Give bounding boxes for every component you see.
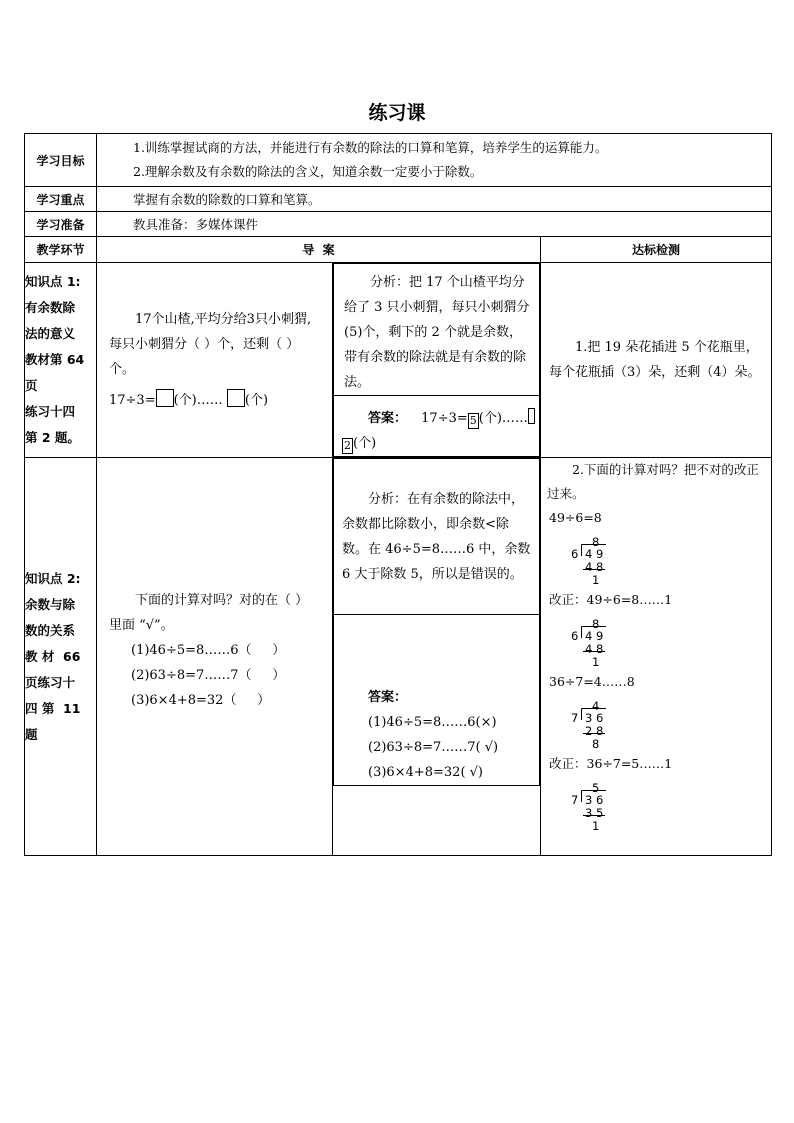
prep-label: 学习准备 — [25, 212, 97, 237]
k2-guide-item: (1)46÷5=8……6（ ） — [131, 643, 286, 658]
k1-formula-prefix: 17÷3= — [109, 393, 156, 408]
k2-guide-item: (3)6×4+8=32（ ） — [131, 693, 271, 708]
k1-label-line: 页 — [25, 378, 38, 393]
k2-eq2: 36÷7=4……8 — [549, 674, 635, 689]
goal-cell — [97, 134, 772, 187]
divisor: 6 — [571, 547, 579, 561]
remainder: 1 — [592, 655, 600, 669]
divisor: 7 — [571, 711, 579, 725]
k2-analysis-cell — [333, 458, 541, 856]
long-division-3 — [571, 696, 635, 751]
k2-analysis: 分析：在有余数的除法中，余数都比除数小，即余数<除数。在 46÷5=8……6 中，余数 6 大于除数 5，所以是错误的。 — [342, 492, 531, 582]
k2-answer-item: (1)46÷5=8……6(×) — [368, 715, 497, 730]
quotient: 4 — [592, 699, 600, 713]
k1-label-line: 有余数除 — [25, 300, 76, 315]
header-test: 达标检测 — [541, 237, 772, 263]
k1-guide-text: 17个山楂,平均分给3只小刺猬,每只小刺猬分（ ）个，还剩（ ）个。 — [109, 312, 312, 377]
empty-box — [528, 408, 535, 424]
answer-box[interactable] — [156, 389, 174, 407]
focus-label: 学习重点 — [25, 187, 97, 212]
k2-guide — [97, 458, 333, 856]
k2-label-line: 题 — [25, 726, 38, 742]
divisor: 6 — [571, 629, 579, 643]
k2-test-intro: 2.下面的计算对吗？把不对的改正过来。 — [547, 462, 759, 501]
k1-test — [541, 263, 772, 458]
long-division-2 — [571, 614, 635, 669]
k2-label-line: 数的关系 — [25, 622, 76, 638]
k2-answer-item: (2)63÷8=7……7( √) — [368, 740, 499, 755]
unit: (个) — [244, 393, 269, 408]
dividend: 4 9 — [585, 629, 604, 643]
k2-guide-item: (2)63÷8=7……7（ ） — [131, 668, 286, 683]
k1-guide — [97, 263, 333, 458]
long-division-1 — [571, 532, 635, 587]
k1-analysis: 分析：把 17 个山楂平均分给了 3 只小刺猬，每只小刺猬分(5)个，剩下的 2 个就是余数，带有余数的除法就是有余数的除法。 — [344, 275, 530, 390]
product: 4 8 — [585, 560, 604, 574]
k2-label — [25, 458, 97, 856]
goal-label: 学习目标 — [25, 134, 97, 187]
prep-text: 教具准备：多媒体课件 — [97, 212, 772, 237]
k2-answer — [334, 615, 540, 786]
focus-text: 掌握有余数的除数的口算和笔算。 — [97, 187, 772, 212]
answer-label: 答案： — [368, 411, 408, 426]
goal-line-1: 1.训练掌握试商的方法，并能进行有余数的除法的口算和笔算，培养学生的运算能力。 — [133, 140, 608, 155]
k1-label-line: 练习十四 — [25, 404, 76, 419]
answer-quotient: 5 — [469, 414, 477, 427]
unit: (个) — [173, 393, 197, 408]
quotient: 8 — [592, 617, 600, 631]
header-teaching-step: 教学环节 — [25, 237, 97, 263]
k2-label-line: 页练习十 — [25, 674, 76, 690]
k1-formula — [109, 388, 312, 413]
k2-label-line: 四 第 11 — [25, 700, 81, 716]
k1-label-line: 知识点 1: — [25, 274, 81, 289]
k1-label — [25, 263, 97, 458]
product: 4 8 — [585, 642, 604, 656]
remainder: 1 — [592, 573, 600, 587]
k1-label-line: 教材第 64 — [25, 352, 85, 367]
dividend: 3 6 — [585, 711, 604, 725]
k2-fix2: 改正：36÷7=5……1 — [549, 756, 673, 771]
k1-analysis-cell — [333, 263, 541, 458]
quotient: 5 — [592, 781, 600, 795]
k2-guide-intro: 下面的计算对吗？对的在（ ）里面 “√”。 — [109, 593, 309, 633]
k2-eq1: 49÷6=8 — [549, 510, 602, 525]
answer-remainder: 2 — [344, 439, 351, 452]
k2-fix1: 改正：49÷6=8……1 — [549, 592, 673, 607]
answer-label: 答案： — [368, 690, 408, 705]
unit: (个) — [478, 411, 502, 426]
quotient: 8 — [592, 535, 600, 549]
product: 2 8 — [585, 724, 604, 738]
remainder: 8 — [592, 737, 600, 751]
page-title: 练习课 — [368, 102, 426, 124]
dots: …… — [501, 411, 528, 426]
k1-label-line: 第 2 题。 — [25, 430, 80, 445]
k1-answer — [334, 396, 540, 457]
k2-label-line: 教 材 66 — [25, 648, 81, 664]
k2-answer-item: (3)6×4+8=32( √) — [368, 765, 484, 780]
lesson-table — [24, 133, 772, 856]
answer-box[interactable] — [227, 389, 245, 407]
dots: …… — [196, 393, 223, 408]
k2-label-line: 余数与除 — [25, 596, 76, 612]
dividend: 3 6 — [585, 793, 604, 807]
remainder: 1 — [592, 819, 600, 833]
product: 3 5 — [585, 806, 604, 820]
k2-test — [541, 458, 772, 856]
header-guide: 导 案 — [97, 237, 541, 263]
goal-line-2: 2.理解余数及有余数的除法的含义，知道余数一定要小于除数。 — [133, 164, 483, 179]
k1-test-text: 1.把 19 朵花插进 5 个花瓶里，每个花瓶插（3）朵，还剩（4）朵。 — [549, 340, 761, 380]
long-division-4 — [571, 778, 635, 833]
divisor: 7 — [571, 793, 579, 807]
k2-label-line: 知识点 2: — [25, 570, 81, 586]
k1-label-line: 法的意义 — [25, 326, 76, 341]
unit: (个) — [353, 436, 377, 451]
dividend: 4 9 — [585, 547, 604, 561]
answer-prefix: 17÷3= — [421, 411, 468, 426]
